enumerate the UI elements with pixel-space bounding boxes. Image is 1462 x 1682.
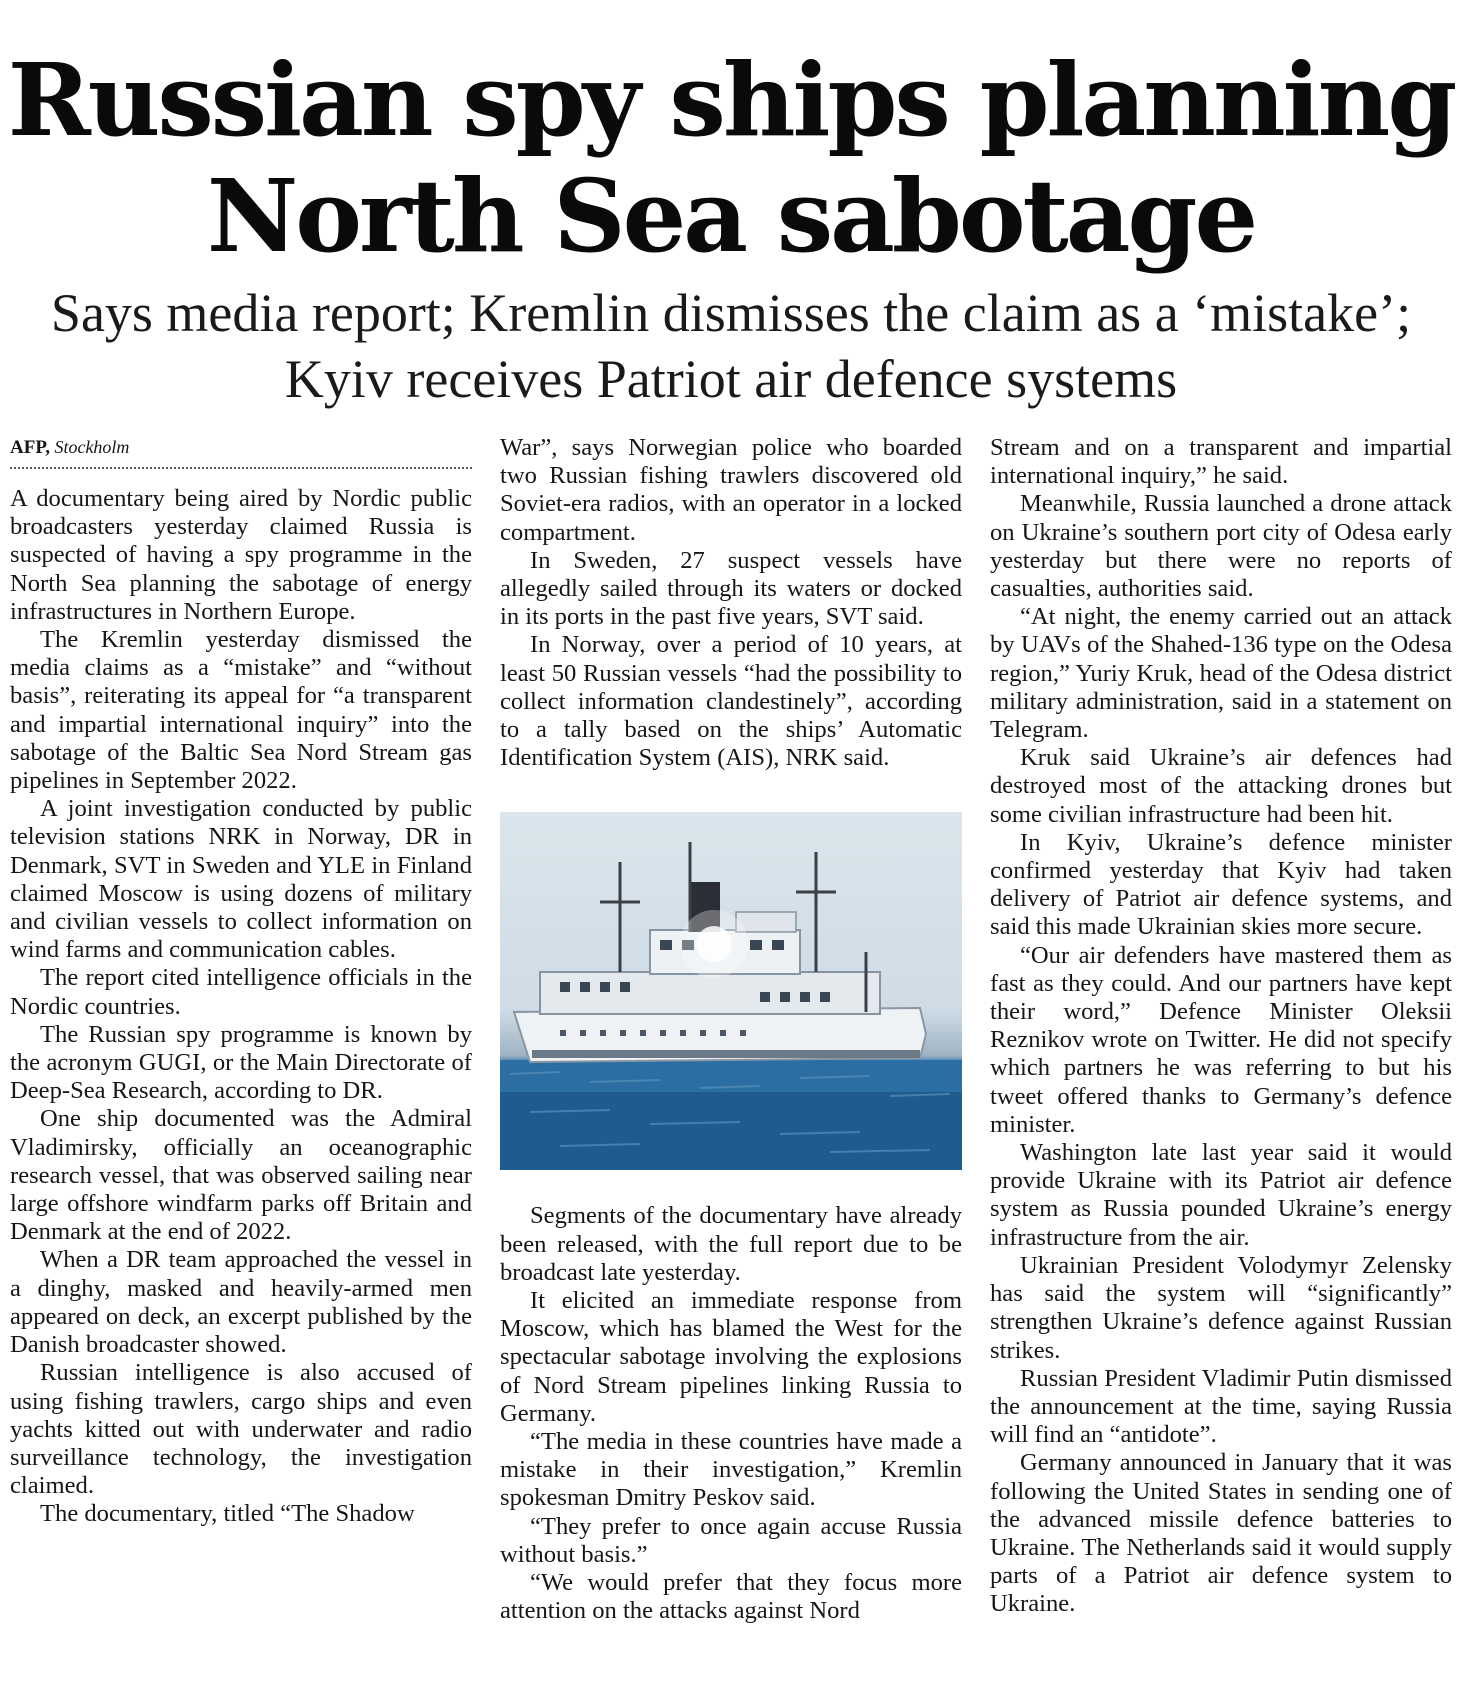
headline-line-2: North Sea sabotage — [206, 157, 1256, 275]
article-column-1 — [10, 434, 472, 1674]
paragraph: Germany announced in January that it was following the United States in sending one of the advanced missile defence batteries to Ukraine. The Netherlands said it would supply parts of a Patriot air defence system to Ukraine. — [990, 1449, 1452, 1618]
paragraph: “At night, the enemy carried out an attack by UAVs of the Shahed-136 type on the Odesa region,” Yuriy Kruk, head of the Odesa district military administration, said in a statement on Telegram. — [990, 603, 1452, 744]
paragraph: “We would prefer that they focus more attention on the attacks against Nord — [500, 1569, 962, 1625]
subheadline-line-2: Kyiv receives Patriot air defence systems — [284, 349, 1178, 409]
headline — [0, 42, 1462, 274]
paragraph: In Kyiv, Ukraine’s defence minister confirmed yesterday that Kyiv had taken delivery of Patriot air defence systems, and said this made Ukrainian skies more secure. — [990, 828, 1452, 941]
paragraph: The Kremlin yesterday dismissed the media claims as a “mistake” and “without basis”, reiterating its appeal for “a transparent and impartial international inquiry” into the sabotage of the Baltic Sea Nord Stream gas pipelines in September 2022. — [10, 626, 472, 795]
paragraph: The Russian spy programme is known by the acronym GUGI, or the Main Directorate of Deep-Sea Research, according to DR. — [10, 1020, 472, 1105]
headline-line-1: Russian spy ships planning — [7, 41, 1455, 159]
paragraph: It elicited an immediate response from Moscow, which has blamed the West for the spectacular sabotage involving the explosions of Nord Stream pipelines linking Russia to Germany. — [500, 1287, 962, 1427]
subheadline-line-1: Says media report; Kremlin dismisses the claim as a ‘mistake’; — [50, 283, 1412, 343]
byline-dateline: Stockholm — [54, 437, 130, 457]
paragraph: Washington late last year said it would provide Ukraine with its Patriot air defence system as Russia pounded Ukraine’s energy infrastructure from the air. — [990, 1139, 1452, 1251]
article-column-2 — [500, 434, 962, 1674]
paragraph: A documentary being aired by Nordic public broadcasters yesterday claimed Russia is suspected of having a spy programme in the North Sea planning the sabotage of energy infrastructures in Northern Europe. — [10, 485, 472, 625]
paragraph: In Norway, over a period of 10 years, at least 50 Russian vessels “had the possibility to collect information clandestinely”, according to a tally based on the ships’ Automatic Identification System (AIS), NRK said. — [500, 631, 962, 772]
byline — [10, 434, 472, 469]
paragraph: Kruk said Ukraine’s air defences had destroyed most of the attacking drones but some civilian infrastructure had been hit. — [990, 744, 1452, 828]
paragraph: Russian intelligence is also accused of using fishing trawlers, cargo ships and even yachts kitted out with underwater and radio surveillance technology, the investigation claimed. — [10, 1359, 472, 1500]
byline-agency: AFP, — [10, 437, 50, 458]
article-column-3 — [990, 434, 1452, 1674]
ship-photo — [500, 812, 962, 1170]
paragraph: A joint investigation conducted by public television stations NRK in Norway, DR in Denmark, SVT in Sweden and YLE in Finland claimed Moscow is using dozens of military and civilian vessels to collect information on wind farms and communication cables. — [10, 795, 472, 964]
paragraph: In Sweden, 27 suspect vessels have allegedly sailed through its waters or docked in its ports in the past five years, SVT said. — [500, 546, 962, 631]
paragraph: One ship documented was the Admiral Vladimirsky, officially an oceanographic research vessel, that was observed sailing near large offshore windfarm parks off Britain and Denmark at the end of 2022. — [10, 1105, 472, 1246]
paragraph: Segments of the documentary have already been released, with the full report due to be broadcast late yesterday. — [500, 1202, 962, 1286]
paragraph: When a DR team approached the vessel in a dinghy, masked and heavily-armed men appeared on deck, an excerpt published by the Danish broadcaster showed. — [10, 1246, 472, 1359]
paragraph: Meanwhile, Russia launched a drone attack on Ukraine’s southern port city of Odesa early yesterday but there were no reports of casualties, authorities said. — [990, 490, 1452, 603]
paragraph: The report cited intelligence officials in the Nordic countries. — [10, 964, 472, 1020]
paragraph: “Our air defenders have mastered them as fast as they could. And our partners have kept their word,” Defence Minister Oleksii Reznikov wrote on Twitter. He did not specify which partners he was referring to but his tweet offered thanks to Germany’s defence minister. — [990, 941, 1452, 1138]
paragraph: Stream and on a transparent and impartial international inquiry,” he said. — [990, 434, 1452, 490]
paragraph: Russian President Vladimir Putin dismissed the announcement at the time, saying Russia will find an “antidote”. — [990, 1364, 1452, 1449]
paragraph: Ukrainian President Volodymyr Zelensky has said the system will “significantly” strengthen Ukraine’s defence against Russian strikes. — [990, 1251, 1452, 1364]
paragraph: The documentary, titled “The Shadow — [40, 1500, 415, 1528]
paragraph: “The media in these countries have made a mistake in their investigation,” Kremlin spokesman Dmitry Peskov said. — [500, 1428, 962, 1512]
subheadline — [0, 280, 1462, 412]
paragraph: “They prefer to once again accuse Russia without basis.” — [500, 1512, 962, 1568]
paragraph: War”, says Norwegian police who boarded two Russian fishing trawlers discovered old Soviet-era radios, with an operator in a locked compartment. — [500, 434, 962, 546]
